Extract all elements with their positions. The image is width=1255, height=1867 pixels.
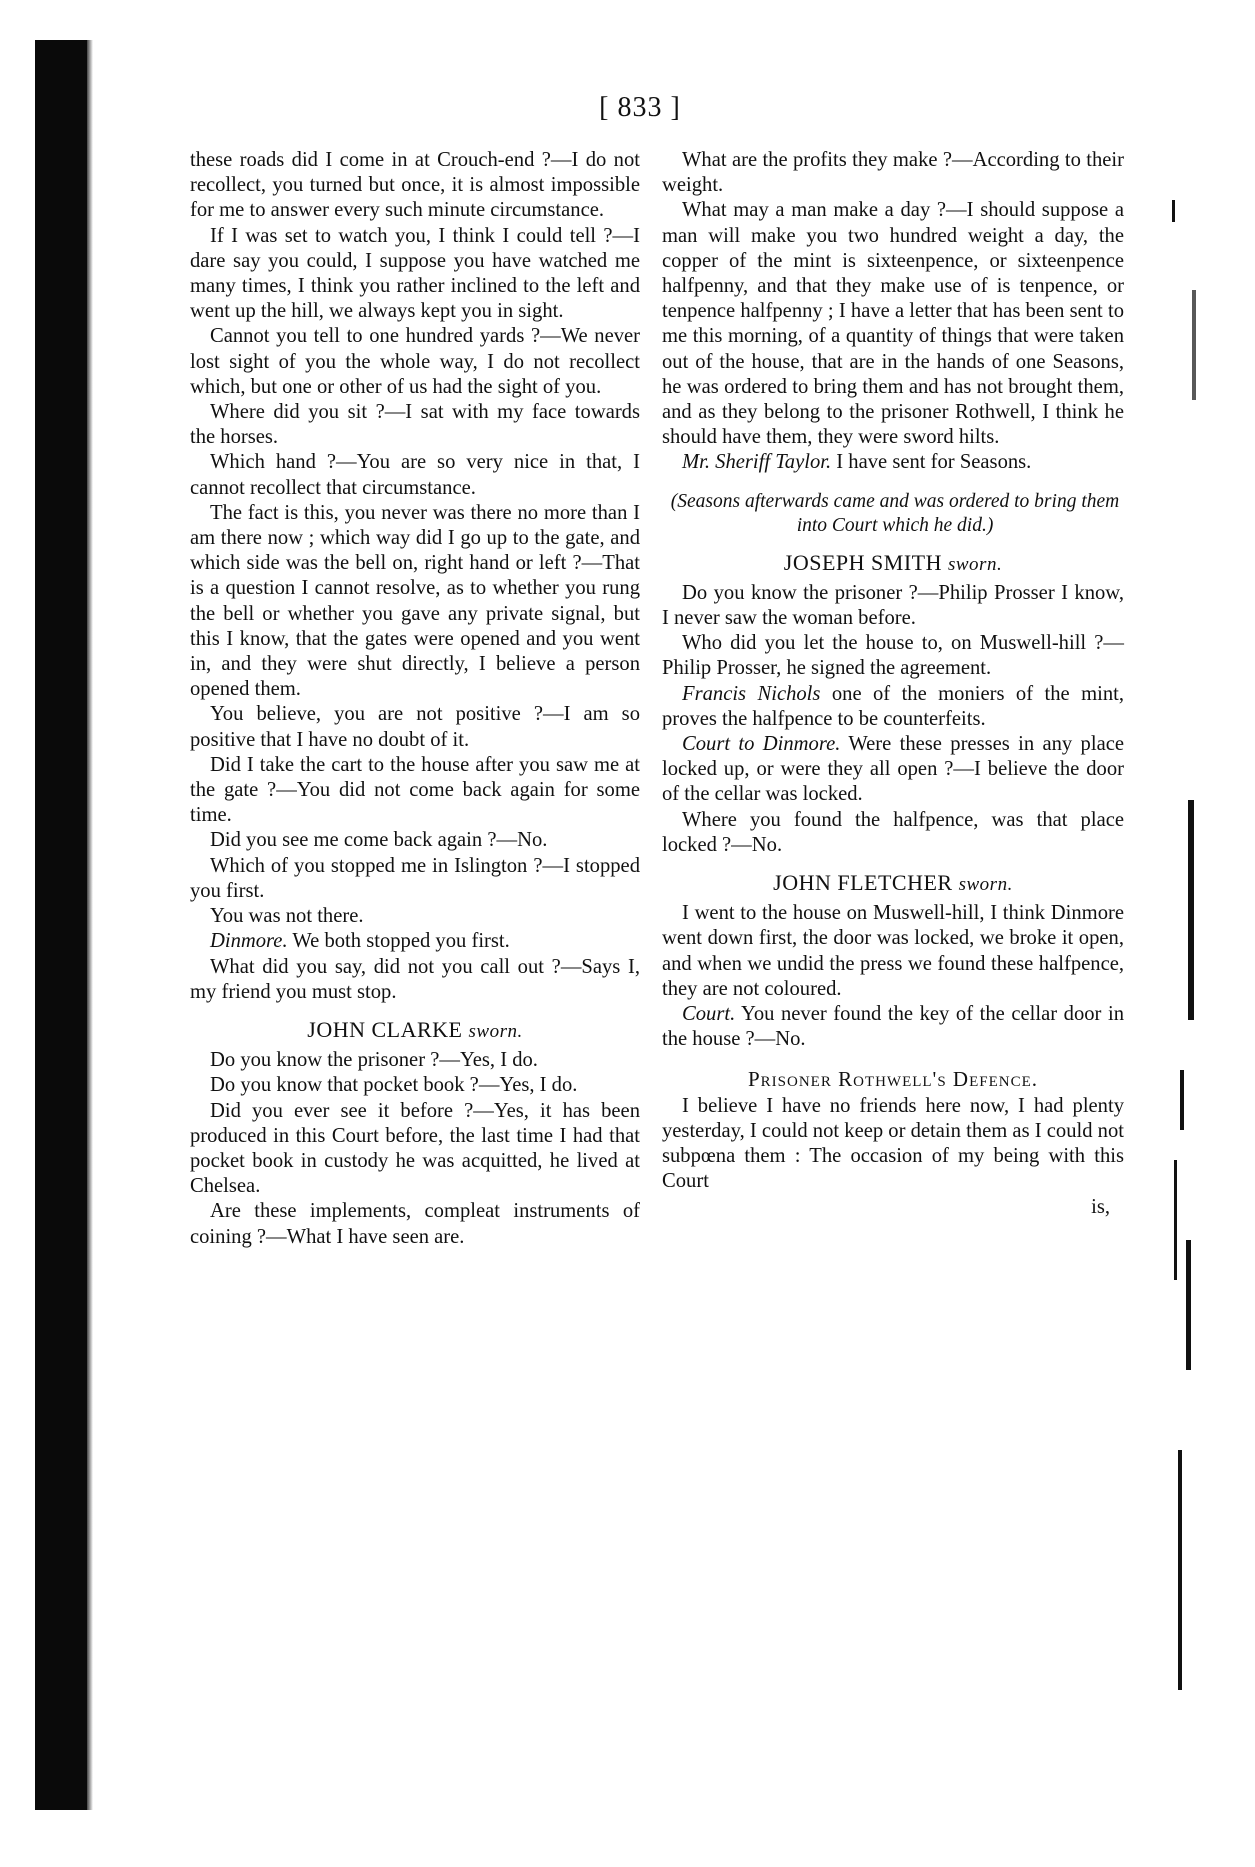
left-paragraph-4: Where did you sit ?—I sat with my face towards the horses. <box>190 401 640 449</box>
speech-text: You never found the key of the cellar door in the house ?—No. <box>662 1003 1124 1051</box>
right-paragraph-9: I went to the house on Muswell-hill, I think Dinmore went down first, the door was locked, we broke it open, and when we undid the press we found these halfpence, they are not coloured. <box>662 902 1124 1000</box>
sworn-label: sworn. <box>468 1020 523 1042</box>
right-paragraph-3 <box>662 450 1124 475</box>
right-paragraph-2: What may a man make a day ?—I should suppose a man will make you two hundred weight a day, the copper of the mint is sixteenpence, or sixteenpence halfpenny, and that they make use of is tenpence, or tenpence halfpenny ; I have a letter that has been sent to me this morning, of a quantity of things that were taken out of the house, that are in the hands of one Seasons, he was ordered to bring them and has not brought them, and as they belong to the prisoner Rothwell, I think he should have them, they were sword hilts. <box>662 199 1124 449</box>
speaker-label: Francis Nichols <box>682 682 821 705</box>
left-paragraph-8: Did I take the cart to the house after you saw me at the gate ?—You did not come back again for some time. <box>190 753 640 827</box>
left-paragraph-10: Which of you stopped me in Islington ?—I stopped you first. <box>190 854 640 902</box>
catchword: is, <box>1091 1195 1110 1218</box>
speech-text: We both stopped you first. <box>287 930 510 953</box>
speech-text: I have sent for Seasons. <box>831 451 1032 474</box>
right-paragraph-10 <box>662 1002 1124 1052</box>
left-paragraph-5: Which hand ?—You are so very nice in that, I cannot recollect that circumstance. <box>190 451 640 499</box>
left-paragraph-13: What did you say, did not you call out ?—Says I, my friend you must stop. <box>190 955 640 1003</box>
left-paragraph-2: If I was set to watch you, I think I could tell ?—I dare say you could, I suppose you have watched me many times, I think you rather inclined to the left and went up the hill, we always kept you in sight. <box>190 224 640 323</box>
left-paragraph-6: The fact is this, you never was there no more than I am there now ; which way did I go up to the gate, and which side was the bell on, right hand or left ?—That is a question I cannot resolve, as to whether you rung the bell or whether you gave any private signal, but this I know, that the gates were opened and you went in, and they were shut directly, I believe a person opened them. <box>190 501 640 701</box>
binding-shadow <box>35 40 87 1810</box>
witness-name: JOHN CLARKE <box>307 1016 463 1042</box>
right-column <box>662 148 1124 1220</box>
sworn-label: sworn. <box>947 553 1003 575</box>
left-column <box>190 148 640 1250</box>
defence-heading: Prisoner Rothwell's Defence. <box>747 1066 1039 1091</box>
left-paragraph-7: You believe, you are not positive ?—I am so positive that I have no doubt of it. <box>190 703 640 751</box>
right-paragraph-8: Where you found the halfpence, was that place locked ?—No. <box>662 808 1124 856</box>
witness-heading-joseph-smith <box>662 550 1124 577</box>
speaker-label: Court. <box>682 1003 736 1026</box>
left-paragraph-3: Cannot you tell to one hundred yards ?—We never lost sight of you the whole way, I do not recollect which, but one or other of us had the sight of you. <box>190 325 640 398</box>
witness-heading-john-fletcher <box>662 870 1124 897</box>
speaker-label: Dinmore. <box>210 930 288 953</box>
left-paragraph-9: Did you see me come back again ?—No. <box>210 829 548 852</box>
left-paragraph-15: Do you know that pocket book ?—Yes, I do. <box>210 1074 578 1097</box>
right-paragraph-11: I believe I have no friends here now, I had plenty yesterday, I could not keep or detain them as I could not subpœna them : The occasion of my being with this Court <box>662 1094 1124 1193</box>
witness-heading-john-clarke <box>190 1017 640 1044</box>
witness-name: JOSEPH SMITH <box>783 549 942 575</box>
sworn-label: sworn. <box>958 874 1013 896</box>
right-paragraph-7 <box>662 732 1124 808</box>
left-paragraph-11: You was not there. <box>210 905 364 928</box>
left-paragraph-14: Do you know the prisoner ?—Yes, I do. <box>210 1049 538 1072</box>
speech-text: one of the moniers of the mint, proves the halfpence to be counterfeits. <box>662 682 1125 730</box>
bleed-through-margin <box>1170 200 1204 1800</box>
right-paragraph-4: Do you know the prisoner ?—Philip Prosser I know, I never saw the woman before. <box>662 581 1124 630</box>
witness-name: JOHN FLETCHER <box>773 870 953 896</box>
right-paragraph-1: What are the profits they make ?—According to their weight. <box>662 149 1124 197</box>
left-paragraph-1: these roads did I come in at Crouch-end ?—I do not recollect, you turned but once, it is almost impossible for me to answer every such minute circumstance. <box>190 149 640 222</box>
speech-text: Were these presses in any place locked up, or were they all open ?—I believe the door of the cellar was locked. <box>662 733 1124 806</box>
left-paragraph-12 <box>190 929 640 954</box>
left-paragraph-16: Did you ever see it before ?—Yes, it has been produced in this Court before, the last time I had that pocket book in custody he was acquitted, he lived at Chelsea. <box>190 1099 640 1198</box>
court-note: (Seasons afterwards came and was ordered to bring them into Court which he did.) <box>670 490 1120 536</box>
right-paragraph-5: Who did you let the house to, on Muswell-hill ?—Philip Prosser, he signed the agreement. <box>662 632 1124 680</box>
page-number: [ 833 ] <box>599 92 681 123</box>
left-paragraph-17: Are these implements, compleat instruments of coining ?—What I have seen are. <box>190 1200 640 1248</box>
speaker-label: Mr. Sheriff Taylor. <box>682 451 832 474</box>
right-paragraph-6 <box>662 682 1124 732</box>
speaker-label: Court to Dinmore. <box>682 733 841 756</box>
